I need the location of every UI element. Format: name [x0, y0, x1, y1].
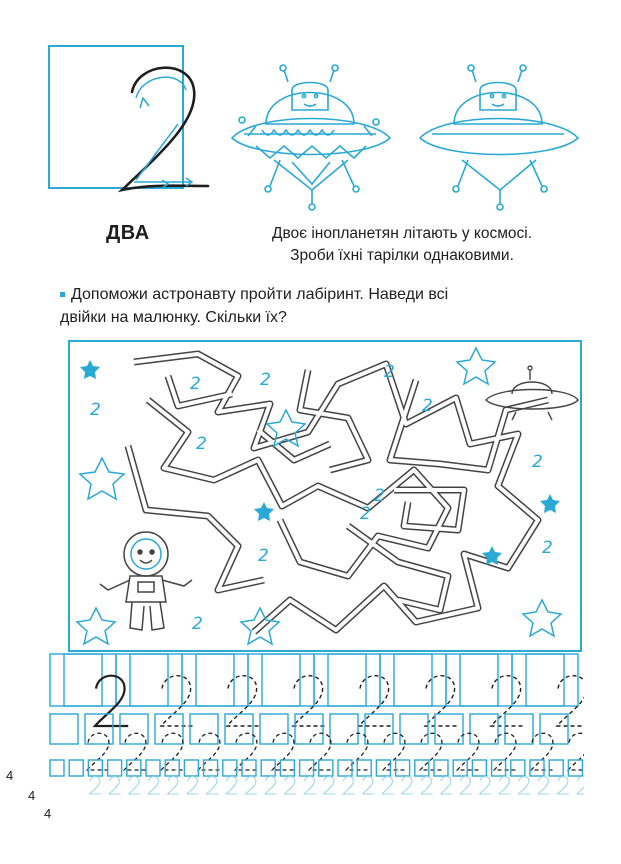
digit-two-graphic — [40, 40, 220, 220]
hidden-two-11: 2 — [542, 538, 553, 558]
trace-digit-two-small — [207, 777, 219, 794]
trace-digit-two-small — [226, 777, 238, 794]
practice-cell-medium[interactable] — [470, 714, 498, 744]
digit-word: ДВА — [106, 222, 150, 244]
trace-digit-two-medium — [568, 733, 584, 770]
maze-drawing — [68, 340, 582, 652]
practice-cell-medium[interactable] — [330, 714, 358, 744]
alien-task-line-2: Зроби їхні тарілки однаковими. — [290, 247, 514, 264]
practice-grid[interactable] — [44, 652, 584, 802]
maze-task-text — [60, 283, 580, 329]
writing-practice[interactable] — [44, 652, 584, 802]
trace-digit-two — [161, 676, 194, 726]
hidden-two-10: 2 — [258, 546, 269, 566]
practice-cell-small[interactable] — [453, 760, 467, 776]
practice-cell-small[interactable] — [530, 760, 544, 776]
practice-cell-large[interactable] — [182, 654, 234, 706]
trace-digit-two-small — [324, 777, 336, 794]
practice-cell-small[interactable] — [357, 760, 371, 776]
trace-digit-two-small — [460, 777, 472, 794]
practice-cell-medium[interactable] — [365, 714, 393, 744]
bullet-icon — [60, 292, 65, 297]
trace-digit-two-small — [480, 777, 492, 794]
practice-cell-small[interactable] — [242, 760, 256, 776]
practice-cell-small[interactable] — [146, 760, 160, 776]
alien-task-line-1: Двоє інопланетян літають у космосі. — [271, 225, 533, 242]
hidden-two-4: 2 — [384, 362, 395, 382]
practice-cell-large[interactable] — [50, 654, 102, 706]
trace-digit-two-small — [363, 777, 375, 794]
practice-cell-medium[interactable] — [190, 714, 218, 744]
practice-cell-small[interactable] — [127, 760, 141, 776]
practice-cell-small[interactable] — [108, 760, 122, 776]
trace-digit-two-small — [577, 777, 584, 794]
maze-task-line-2: двійки на малюнку. Скільки їх? — [60, 309, 287, 326]
practice-cell-small[interactable] — [50, 760, 64, 776]
practice-cell-large[interactable] — [512, 654, 564, 706]
practice-cell-small[interactable] — [69, 760, 83, 776]
trace-digit-two-medium — [420, 733, 444, 770]
practice-cell-medium[interactable] — [225, 714, 253, 744]
trace-digit-two-small — [421, 777, 433, 794]
practice-cell-small[interactable] — [492, 760, 506, 776]
page-number: 4 — [44, 806, 52, 821]
practice-cell-large-offset[interactable] — [262, 654, 314, 706]
maze-panel — [68, 340, 582, 652]
practice-cell-small[interactable] — [223, 760, 237, 776]
trace-digit-two-small — [538, 777, 550, 794]
trace-digit-two-medium — [198, 733, 222, 770]
trace-digit-two — [491, 676, 524, 726]
hidden-two-7: 2 — [532, 452, 543, 472]
trace-digit-two-small — [246, 777, 258, 794]
hidden-two-5: 2 — [422, 396, 433, 416]
ufo-decorated — [226, 62, 396, 222]
practice-cell-small[interactable] — [88, 760, 102, 776]
practice-cell-large[interactable] — [380, 654, 432, 706]
trace-digit-two-medium — [124, 733, 148, 770]
practice-cell-large-offset[interactable] — [130, 654, 182, 706]
trace-digit-two — [425, 676, 458, 726]
practice-cell-small[interactable] — [280, 760, 294, 776]
practice-cell-small[interactable] — [549, 760, 563, 776]
hidden-two-6: 2 — [196, 434, 207, 454]
practice-cell-large[interactable] — [248, 654, 300, 706]
trace-digit-two — [293, 676, 326, 726]
trace-digit-two-small — [499, 777, 511, 794]
hidden-two-2: 2 — [190, 374, 201, 394]
trace-digit-two — [557, 676, 584, 726]
practice-cell-large[interactable] — [314, 654, 366, 706]
practice-cell-medium[interactable] — [50, 714, 78, 744]
practice-cell-large-offset[interactable] — [328, 654, 380, 706]
practice-cell-small[interactable] — [396, 760, 410, 776]
hidden-two-1: 2 — [90, 400, 101, 420]
hidden-two-3: 2 — [260, 370, 271, 390]
practice-cell-small[interactable] — [319, 760, 333, 776]
practice-cell-medium[interactable] — [295, 714, 323, 744]
practice-cell-small[interactable] — [434, 760, 448, 776]
ufo-plain — [414, 62, 584, 222]
practice-cell-large-offset[interactable] — [394, 654, 446, 706]
alien-task-text — [222, 223, 582, 267]
practice-cell-large-offset[interactable] — [196, 654, 248, 706]
trace-digit-two-small — [109, 777, 121, 794]
practice-cell-large[interactable] — [446, 654, 498, 706]
practice-cell-small[interactable] — [511, 760, 525, 776]
page-number: 4 — [28, 788, 36, 803]
trace-digit-two-small — [343, 777, 355, 794]
hidden-two-9: 2 — [360, 504, 371, 524]
trace-digit-two-small — [285, 777, 297, 794]
practice-cell-small[interactable] — [338, 760, 352, 776]
practice-cell-medium[interactable] — [540, 714, 568, 744]
trace-digit-two — [227, 676, 260, 726]
trace-digit-two-small — [129, 777, 141, 794]
trace-digit-two-small — [304, 777, 316, 794]
maze-task-line-1: Допоможи астронавту пройти лабіринт. Наведи всі — [60, 283, 580, 306]
practice-cell-small[interactable] — [376, 760, 390, 776]
practice-cell-large-offset[interactable] — [526, 654, 578, 706]
trace-digit-two-small — [382, 777, 394, 794]
trace-digit-two-small — [519, 777, 531, 794]
trace-digit-two — [359, 676, 392, 726]
trace-digit-two-small — [441, 777, 453, 794]
hidden-two-8: 2 — [374, 486, 385, 506]
model-digit-two — [95, 676, 128, 726]
trace-digit-two-small — [402, 777, 414, 794]
practice-cell-medium[interactable] — [400, 714, 428, 744]
practice-cell-large[interactable] — [116, 654, 168, 706]
practice-cell-large-offset[interactable] — [460, 654, 512, 706]
practice-cell-small[interactable] — [472, 760, 486, 776]
trace-digit-two-small — [148, 777, 160, 794]
practice-cell-small[interactable] — [165, 760, 179, 776]
practice-cell-medium[interactable] — [505, 714, 533, 744]
trace-digit-two-small — [168, 777, 180, 794]
trace-digit-two-small — [558, 777, 570, 794]
page-number: 4 — [6, 768, 14, 783]
practice-cell-large-offset[interactable] — [64, 654, 116, 706]
practice-cell-small[interactable] — [261, 760, 275, 776]
digit-header — [40, 40, 220, 220]
practice-cell-small[interactable] — [184, 760, 198, 776]
practice-cell-medium[interactable] — [120, 714, 148, 744]
trace-digit-two-small — [90, 777, 102, 794]
hidden-two-12: 2 — [192, 614, 203, 634]
trace-digit-two-small — [187, 777, 199, 794]
trace-digit-two-small — [265, 777, 277, 794]
